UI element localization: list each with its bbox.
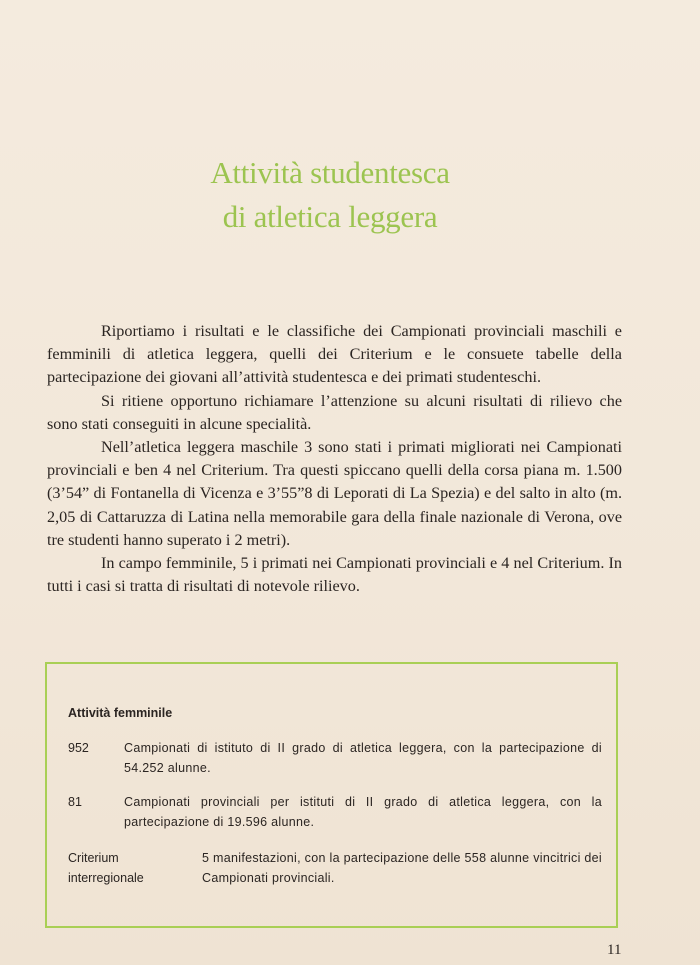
article-body: [47, 320, 622, 598]
paragraph-1: Riportiamo i risultati e le classifiche dei Campionati provinciali maschili e femminili di atletica leggera, quelli dei Criterium e le consuete tabelle della partecipazione dei giovani all’attività studentesca e dei primati studenteschi.: [47, 322, 622, 387]
page-title-line-2: di atletica leggera: [222, 199, 438, 234]
entry-number: 952: [68, 741, 89, 755]
page-title-line-1: Attività studentesca: [210, 155, 450, 190]
box-heading: Attività femminile: [68, 706, 173, 720]
entry-number: 81: [68, 795, 82, 809]
entry-text: Campionati di istituto di II grado di atletica leggera, con la partecipazione di 54.252 alunne.: [124, 741, 602, 775]
paragraph-3: Nell’atletica leggera maschile 3 sono stati i primati migliorati nei Campionati provinciali e ben 4 nel Criterium. Tra questi spiccano quelli della corsa piana m. 1.500 (3’54” di Fontanella di Vicenza e 3’55”8 di Leporati di La Spezia) e del salto in alto (m. 2,05 di Cattaruzza di Latina nella memorabile gara della finale nazionale di Verona, ove tre studenti hanno superato i 2 metri).: [47, 438, 622, 549]
entry-text: Campionati provinciali per istituti di II grado di atletica leggera, con la partecipazione di 19.596 alunne.: [124, 795, 602, 829]
entry-label: Criterium interregionale: [68, 851, 144, 885]
paragraph-4: In campo femminile, 5 i primati nei Campionati provinciali e 4 nel Criterium. In tutti i casi si tratta di risultati di notevole rilievo.: [47, 554, 622, 596]
paragraph-2: Si ritiene opportuno richiamare l’attenzione su alcuni risultati di rilievo che sono stati conseguiti in alcune specialità.: [47, 391, 622, 433]
entry-text: 5 manifestazioni, con la partecipazione delle 558 alunne vincitrici dei Campionati provinciali.: [202, 851, 602, 885]
page-number: 11: [607, 942, 622, 958]
activity-summary-box: [45, 662, 618, 928]
